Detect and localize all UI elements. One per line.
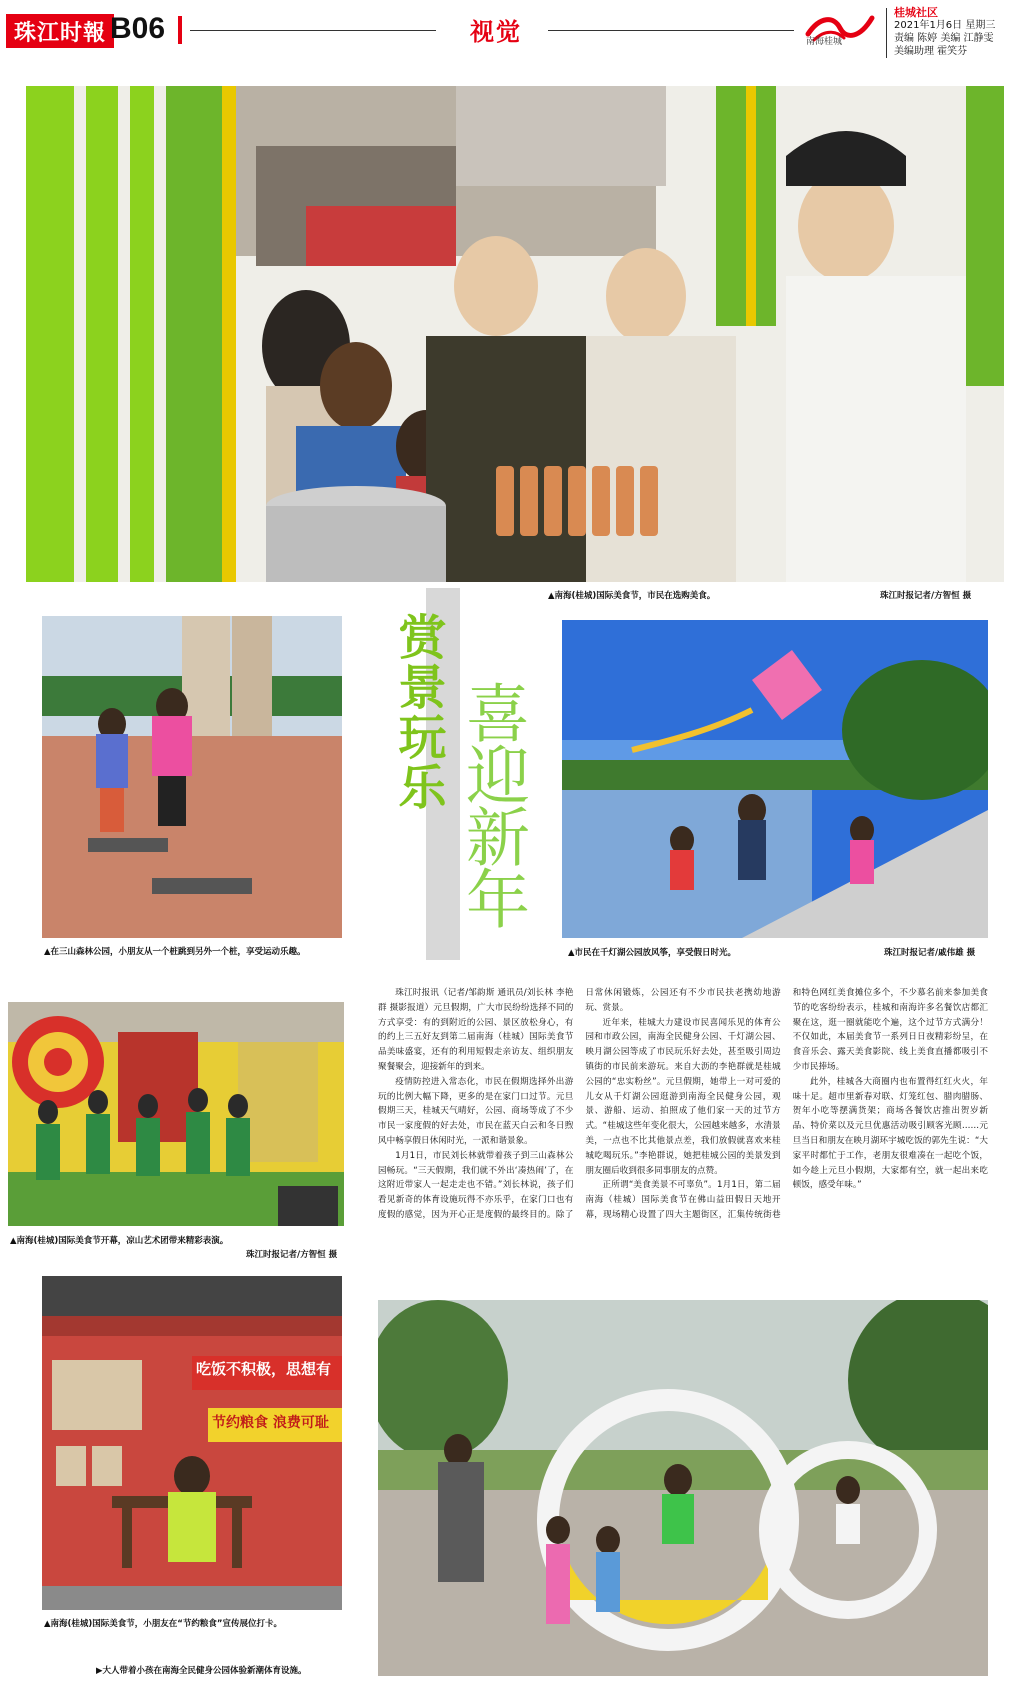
caption-kite: ▲市民在千灯湖公园放风筝，享受假日时光。 [568,948,737,958]
credit-food-festival: 珠江时报记者/方智恒 摄 [880,591,972,601]
header-accent-bar [178,16,182,44]
header-divider [886,8,887,58]
caption-dance: ▲南海(桂城)国际美食节开幕，凉山艺术团带来精彩表演。 [10,1236,229,1246]
brand-name: 南海桂城 [806,37,843,47]
booth-sign-top: 吃饭不积极，思想有 [196,1360,332,1378]
article-paragraph: 疫情防控进入常态化，市民在假期选择外出游玩的比例大幅下降，更多的是在家门口过节。元旦假期三天，桂城天气晴好，公园、商场等成了不少市民一家度假的好去处，市民在蓝天白云和冬日煦风中畅享假日休闲时光，一派和谐景象。 [378,1076,574,1146]
caption-park-jump: ▲在三山森林公园，小朋友从一个桩跳到另外一个桩，享受运动乐趣。 [44,947,306,957]
header-rule-left [190,30,436,31]
editor-line: 责编 陈婷 美编 江静雯 [894,33,994,44]
article-paragraph: 正所谓“美食美景不可辜负”。1月1日，第二届南海（桂城）国际美食节在佛山益田假日天地开幕，现场精心设置了四大主题街区，汇集传统街巷和特色网红美食摊位多个，不少慕名前来参加美食节的吃客纷纷表示，桂城和南海许多名餐饮店都汇聚在这，逛一圈就能吃个遍，这个过节方式满分！不仅如此，本届美食节一系列日日夜精彩纷呈，在食音乐会、露天美食影院、线上美食直播都吸引不少市民捧场。 [585,988,988,1220]
photo-booth [42,1276,342,1610]
page-number: B06 [110,12,166,45]
credits-block [894,6,995,58]
article-paragraph: 珠江时报讯（记者/邹韵斯 通讯员/刘长林 李艳群 摄影报道）元旦假期，广大市民纷纷选择不同的方式享受：有的到附近的公园、景区放松身心，有的约上三五好友到第二届南海（桂城）国际美食节品美味盛宴，还有的利用短假走亲访友、组织朋友聚餐聚会，迎接新年的到来。 [378,988,574,1072]
photo-fitness-rings [378,1300,988,1676]
caption-food-festival: ▲南海(桂城)国际美食节，市民在选购美食。 [548,591,716,601]
photo-food-festival [26,86,1004,582]
credit-kite: 珠江时报记者/戚伟雄 摄 [884,948,976,958]
article-body [378,986,988,1276]
masthead-logo: 珠江时報 [6,14,114,48]
photo-kite [562,620,988,938]
photo-park-jump [42,616,342,938]
caption-fitness-rings: ▶大人带着小孩在南海全民健身公园体验新潮体育设施。 [96,1666,307,1676]
header-rule-right [548,30,794,31]
article-paragraph: 1月1日，市民刘长林就带着孩子到三山森林公园畅玩。“三天假期，我们就不外出‘凑热闹’了，在这附近带家人一起走走也不错。”刘长林说，孩子们看见新奇的体育设施玩得不亦乐乎，在家门口也有度假的感觉，因为开心正是度假的最终目的。除了日常休闲锻炼，公园还有不少市民扶老携幼地游玩、赏景。 [378,988,781,1220]
section-title: 视觉 [470,17,522,46]
caption-booth: ▲南海(桂城)国际美食节，小朋友在“节约粮食”宣传展位打卡。 [44,1619,282,1629]
column-name: 桂城社区 [894,6,938,19]
article-paragraph: 此外，桂城各大商圈内也布置得红红火火，年味十足。超市里新春对联、灯笼红包、腊肉腊肠、贺年小吃等摆满货架；商场各餐饮店推出贺岁新品、特价菜以及元旦优惠活动吸引顾客光顾……元旦当日和朋友在映月湖环宇城吃饭的郭先生说：“大家平时都忙于工作，老朋友很难凑在一起吃个饭，如今趁上元旦小假期，大家都有空，就一起出来吃顿饭，感受年味。” [792,1076,988,1191]
headline-part1: 赏景玩乐 [390,612,446,812]
date-line: 2021年1月6日 星期三 [894,20,996,31]
photo-dance [8,1002,344,1226]
credit-dance: 珠江时报记者/方智恒 摄 [246,1250,338,1260]
headline-part2: 喜迎新年 [455,680,529,928]
article-paragraph: 近年来，桂城大力建设市民喜闻乐见的体育公园和市政公园，南海全民健身公园、千灯湖公园、映月湖公园等成了市民玩乐好去处，甚至吸引周边镇街的市民前来游玩。来自大沥的李艳群就是桂城公园的“忠实粉丝”。元旦假期，她带上一对可爱的儿女从千灯湖公园逛游到南海全民健身公园，观景、游船、运动、拍照成了他们家一天的过节方式。“桂城这些年变化很大，公园越来越多，水清景美，一点也不比其他景点差，我们放假就喜欢来桂城吃喝玩乐。”李艳群说，她把桂城公园的美景发到朋友圈后收到很多同事朋友的点赞。 [585,1017,781,1176]
booth-sign-bottom: 节约粮食 浪费可耻 [212,1415,329,1431]
assistant-line: 美编助理 霍笑芬 [894,46,968,57]
